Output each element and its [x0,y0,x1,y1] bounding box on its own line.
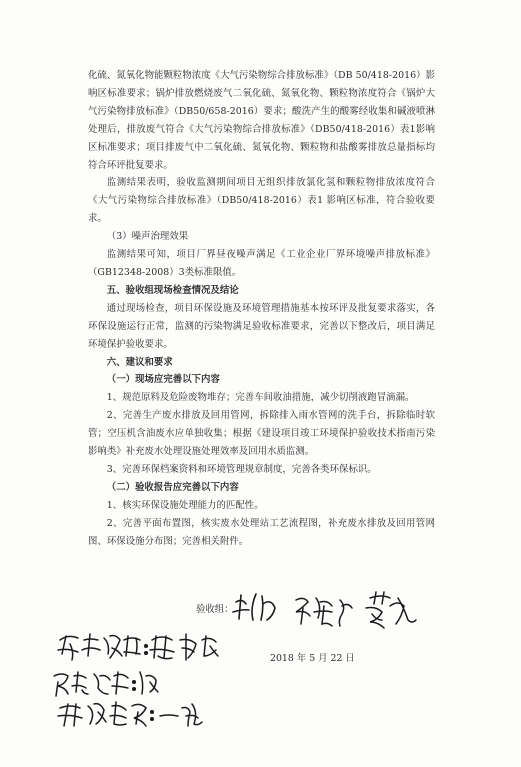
heading-report-improvements: （二）验收报告应完善以下内容 [106,481,239,493]
handwritten-note-qifu [58,634,218,660]
handwritten-note-kaichuang [58,702,202,726]
heading-section-six: 六、建议和要求 [106,356,173,368]
paragraph-inspection-conclusion: 通过现场检查，项目环保设施及环境管理措施基本按环评及批复要求落实，各环保设施运行正常，监测的污染物满足验收标准要求，完善以下整改后，项目满足环境保护验收要求。 [88,302,435,350]
list-item-report-2: 2、完善平面布置图，核实废水处理站工艺流程图，补充废水排放及回用管网图、环保设施分布图；完善相关附件。 [88,517,435,547]
signature-group-member-2 [296,598,352,626]
list-item-onsite-3: 3、完善环保档案资料和环境管理规章制度，完善各类环保标识。 [106,463,377,475]
paragraph-air-emissions: 化硫、氮氧化物能颗粒物浓度《大气污染物综合排放标准》（DB 50/418-2016）影响区标准要求；锅炉排放燃烧废气二氧化硫、氮氧化物、颗粒物浓度符合《锅炉大气污染物排放标准》（DB50/658-2016）要求；酸洗产生的酸雾经收集和碱液喷淋处理后，排放废气符合《大气污染物综合排放标准》（DB50/418-2016）表1影响区标准要求；项目排废气中二氧化硫、氮氧化物、颗粒物和盐酸雾排放总量指标均符合环评批复要求。 [88,70,435,171]
paragraph-noise-result: 监测结果可知，项目厂界昼夜噪声满足《工业企业厂界环境噪声排放标准》（GB12348-2008）3类标准限值。 [88,249,435,278]
list-item-report-1: 1、核实环保设施处理能力的匹配性。 [106,499,264,511]
handwritten-note-dingqin [54,672,158,696]
acceptance-group-label: 验收组： [196,604,234,615]
heading-onsite-improvements: （一）现场应完善以下内容 [106,374,220,386]
document-body [88,67,435,550]
signature-date: 2018 年 5 月 22 日 [270,653,355,664]
paragraph-unorganized-emissions: 监测结果表明，验收监测期间项目无组织排放氯化氢和颗粒物排放浓度符合《大气污染物综合排放标准》（DB50/418-2016）表1 影响区标准，符合验收要求。 [88,177,435,225]
signature-group-member-1 [233,594,275,620]
signature-group-member-3 [366,592,416,628]
heading-section-five: 五、验收组现场检查情况及结论 [106,284,239,296]
heading-noise-control: （3）噪声治理效果 [106,231,189,243]
list-item-onsite-1: 1、规范原料及危险废物堆存；完善车间收油措施，减少切削液跑冒滴漏。 [106,392,415,404]
list-item-onsite-2: 2、完善生产废水排放及回用管网，拆除排入雨水管网的洗手台，拆除临时软管；空压机含油废水应单独收集；根据《建设项目竣工环境保护验收技术指南污染影响类》补充废水处理设施处理效率及回用水质监测。 [88,410,435,458]
